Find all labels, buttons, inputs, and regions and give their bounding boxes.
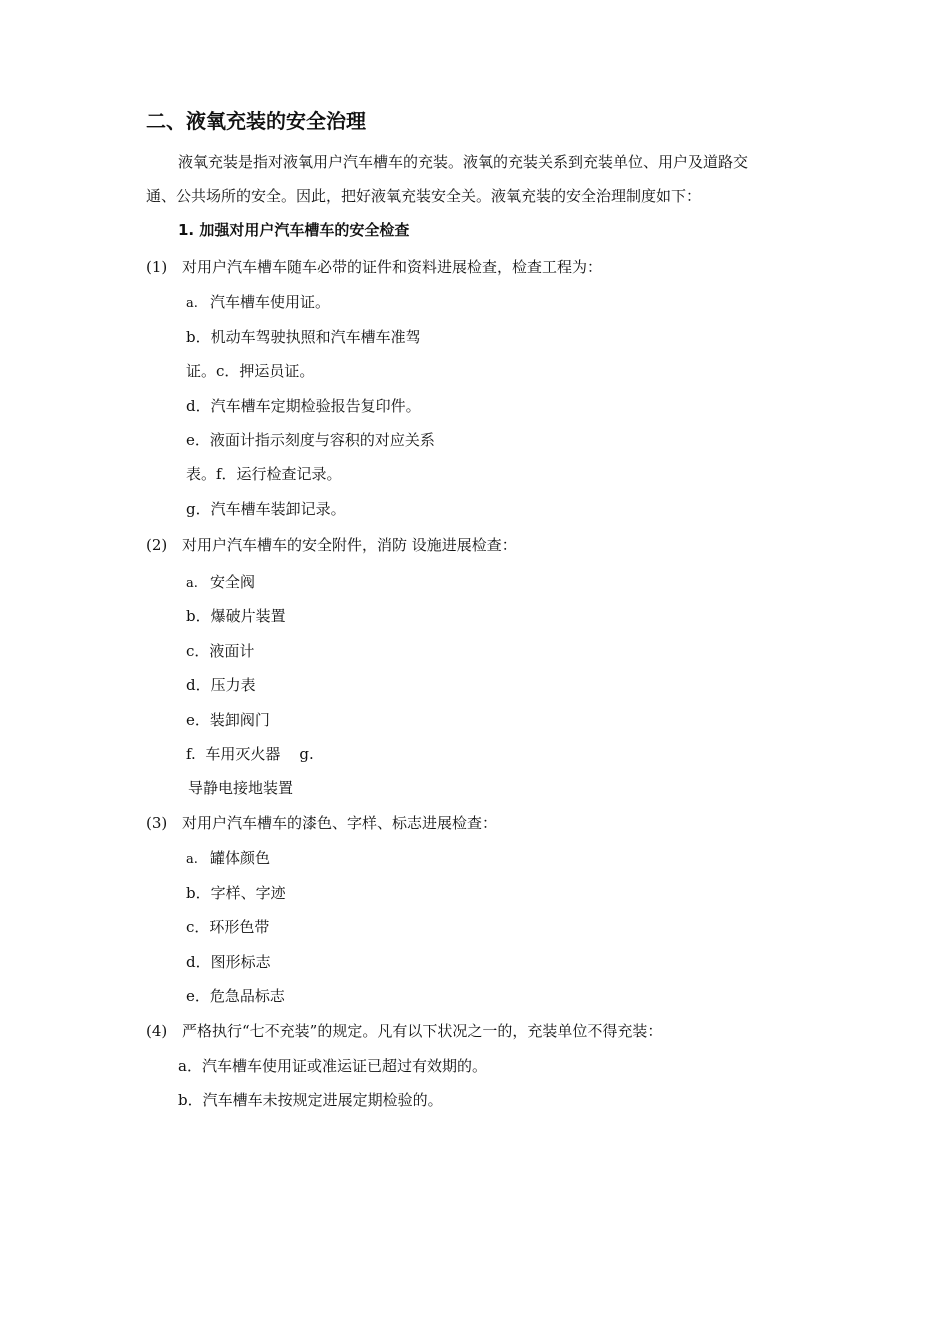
item-2 — [146, 535, 517, 555]
item-3-text: 对用户汽车槽车的漆色、字样、标志进展检查： — [182, 814, 498, 832]
item-2-e: e．装卸阀门 — [186, 711, 270, 729]
item-2-b: b．爆破片装置 — [186, 607, 286, 625]
item-1-g: g．汽车槽车装卸记录。 — [186, 500, 346, 518]
intro-line-1: 液氧充装是指对液氧用户汽车槽车的充装。液氧的充装关系到充装单位、用户及道路交 — [178, 153, 749, 171]
item-3 — [146, 813, 497, 833]
item-1-e-line-2: 表。f．运行检查记录。 — [186, 465, 342, 483]
item-2-text: 对用户汽车槽车的安全附件，消防 设施进展检查： — [182, 536, 517, 554]
item-1-b-line-2: 证。c．押运员证。 — [186, 362, 315, 380]
item-2-f-line-2: 导静电接地装置 — [188, 779, 294, 797]
item-1-a-text: 汽车槽车使用证。 — [210, 293, 331, 311]
item-3-c: c．环形色带 — [186, 918, 270, 936]
section-heading: 二、液氧充装的安全治理 — [146, 109, 366, 133]
item-2-c: c．液面计 — [186, 642, 255, 660]
item-1-text: 对用户汽车槽车随车必带的证件和资料进展检查，检查工程为： — [182, 258, 603, 276]
item-1-e-line-1: e．液面计指示刻度与容积的对应关系 — [186, 431, 435, 449]
item-1-a — [186, 292, 330, 314]
item-2-d: d．压力表 — [186, 676, 256, 694]
item-3-number: (3) — [146, 814, 168, 832]
item-4-a: a．汽车槽车使用证或准运证已超过有效期的。 — [178, 1057, 487, 1075]
item-4 — [146, 1021, 662, 1041]
item-4-number: (4) — [146, 1022, 168, 1040]
item-2-a-text: 安全阀 — [210, 573, 256, 591]
item-3-a — [186, 848, 270, 870]
subsection-title: 1. 加强对用户汽车槽车的安全检查 — [178, 221, 410, 239]
item-2-f-line-1: f. 车用灭火器 g. — [186, 745, 314, 763]
item-4-b: b．汽车槽车未按规定进展定期检验的。 — [178, 1091, 443, 1109]
item-3-b: b．字样、字迹 — [186, 884, 286, 902]
item-2-a — [186, 572, 255, 594]
item-2-number: (2) — [146, 536, 168, 554]
item-3-d: d．图形标志 — [186, 953, 271, 971]
item-1-d: d．汽车槽车定期检验报告复印件。 — [186, 397, 421, 415]
item-1-number: (1) — [146, 258, 168, 276]
item-2-a-marker: a. — [186, 576, 198, 591]
item-3-a-text: 罐体颜色 — [210, 849, 271, 867]
item-1-b-line-1: b．机动车驾驶执照和汽车槽车准驾 — [186, 328, 421, 346]
item-1 — [146, 257, 602, 277]
item-3-a-marker: a. — [186, 852, 198, 867]
item-1-a-marker: a. — [186, 296, 198, 311]
item-3-e: e．危急品标志 — [186, 987, 285, 1005]
intro-line-2: 通、公共场所的安全。因此，把好液氧充装安全关。液氧充装的安全治理制度如下： — [146, 187, 702, 205]
item-4-text: 严格执行“七不充装”的规定。凡有以下状况之一的，充装单位不得充装： — [182, 1022, 663, 1040]
